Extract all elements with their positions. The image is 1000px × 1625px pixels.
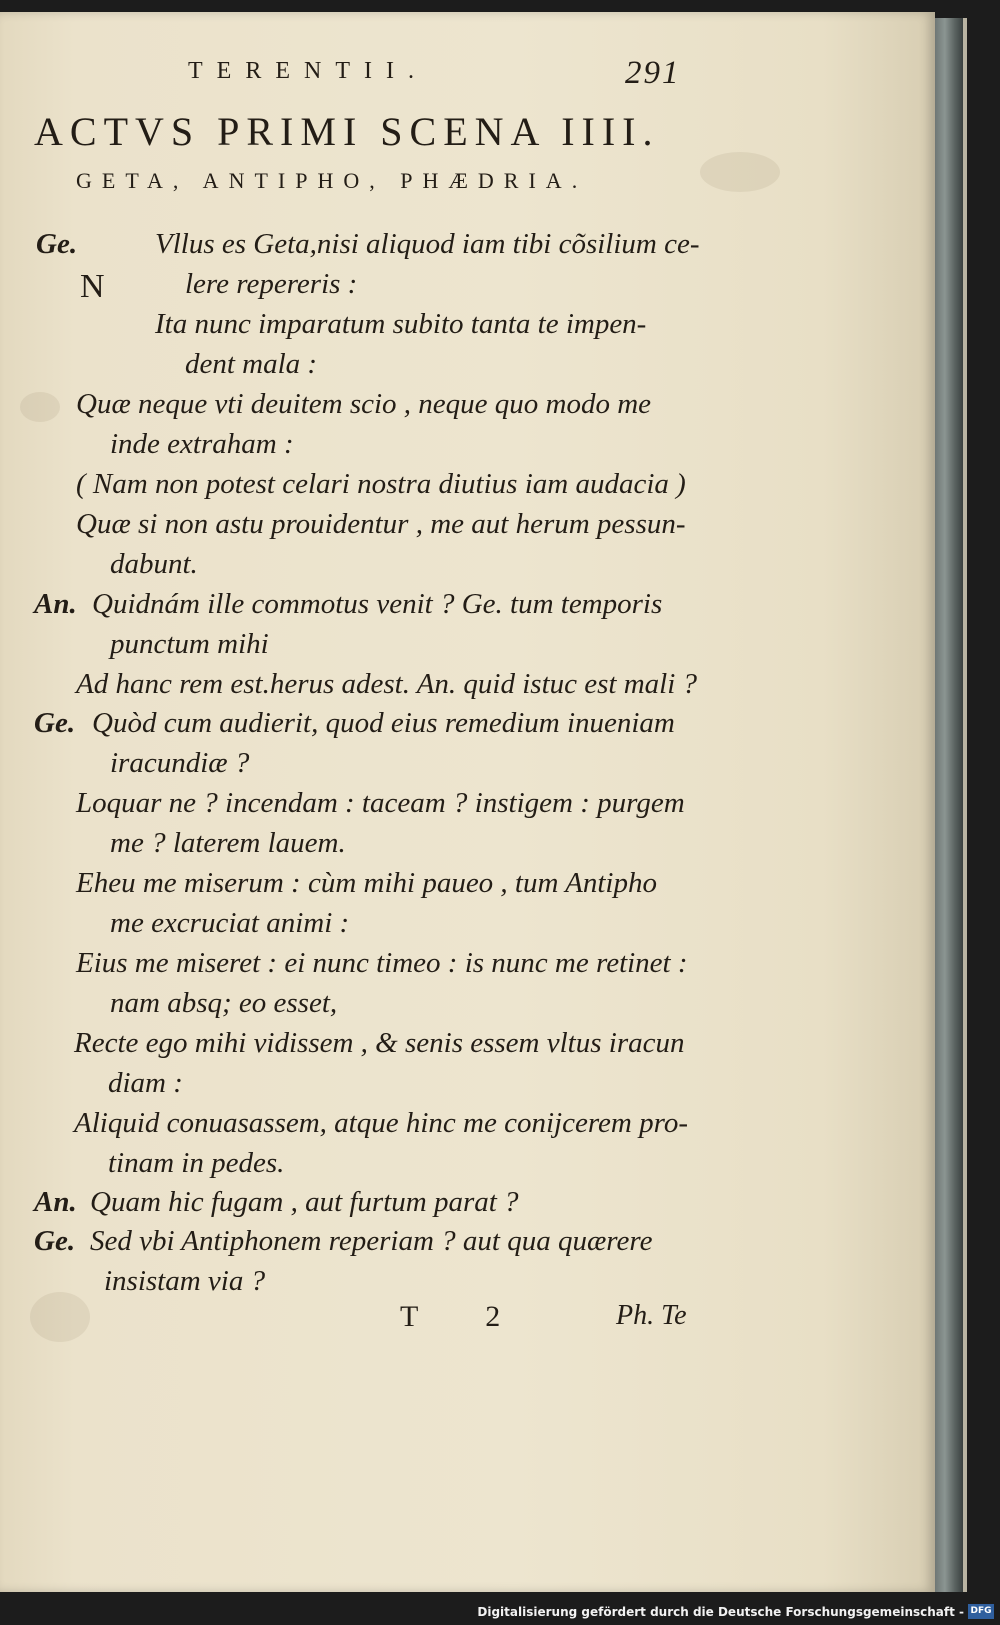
speaker-label: Ge. bbox=[34, 1225, 76, 1257]
verse-line: dabunt. bbox=[110, 548, 198, 580]
verse-line: Eheu me miserum : cùm mihi paueo , tum Antipho bbox=[76, 867, 657, 899]
verse-line: Vllus es Geta,nisi aliquod iam tibi cõsilium ce- bbox=[155, 228, 700, 260]
catchword: Ph. Te bbox=[616, 1300, 687, 1331]
dfg-logo-icon: DFG bbox=[968, 1604, 994, 1619]
scene-persons: GETA, ANTIPHO, PHÆDRIA. bbox=[76, 168, 588, 193]
verse-line: Quam hic fugam , aut furtum parat ? bbox=[90, 1186, 519, 1218]
drop-cap: N bbox=[80, 268, 105, 305]
verse-line: nam absq; eo esset, bbox=[110, 987, 338, 1019]
verse-line: punctum mihi bbox=[110, 628, 269, 660]
speaker-label: Ge. bbox=[36, 228, 78, 260]
verse-line: Quidnám ille commotus venit ? Ge. tum temporis bbox=[92, 588, 663, 620]
speaker-label: An. bbox=[34, 588, 77, 620]
verse-line: tinam in pedes. bbox=[108, 1147, 285, 1179]
verse-line: Ad hanc rem est.herus adest. An. quid istuc est mali ? bbox=[76, 668, 698, 700]
speaker-label: Ge. bbox=[34, 707, 76, 739]
running-head: TERENTII. bbox=[188, 58, 428, 84]
verse-line: Recte ego mihi vidissem , & senis essem vltus iracun bbox=[74, 1027, 685, 1059]
book-edge bbox=[935, 18, 963, 1592]
verse-line: me ? laterem lauem. bbox=[110, 827, 346, 859]
verse-line: ( Nam non potest celari nostra diutius iam audacia ) bbox=[76, 468, 686, 500]
verse-line: Ita nunc imparatum subito tanta te impen- bbox=[155, 308, 647, 340]
verse-line: diam : bbox=[108, 1067, 183, 1099]
verse-line: lere repereris : bbox=[185, 268, 358, 300]
verse-line: inde extraham : bbox=[110, 428, 294, 460]
book-edge-inner bbox=[963, 18, 967, 1592]
verse-line: Sed vbi Antiphonem reperiam ? aut qua quærere bbox=[90, 1225, 653, 1257]
verse-line: me excruciat animi : bbox=[110, 907, 350, 939]
verse-line: insistam via ? bbox=[104, 1265, 266, 1297]
verse-line: dent mala : bbox=[185, 348, 318, 380]
page-number: 291 bbox=[625, 55, 681, 91]
verse-line: Quæ si non astu prouidentur , me aut herum pessun- bbox=[76, 508, 686, 540]
speaker-label: An. bbox=[34, 1186, 77, 1218]
verse-line: Eius me miseret : ei nunc timeo : is nunc me retinet : bbox=[76, 947, 688, 979]
credit-text: Digitalisierung gefördert durch die Deutsche Forschungsgemeinschaft - bbox=[477, 1605, 964, 1619]
verse-line: Loquar ne ? incendam : taceam ? instigem : purgem bbox=[76, 787, 685, 819]
act-title: ACTVS PRIMI SCENA IIII. bbox=[34, 109, 660, 154]
signature-mark: T 2 bbox=[400, 1300, 531, 1333]
verse-line: iracundiæ ? bbox=[110, 747, 250, 779]
verse-line: Quòd cum audierit, quod eius remedium inueniam bbox=[92, 707, 675, 739]
verse-line: Quæ neque vti deuitem scio , neque quo modo me bbox=[76, 388, 652, 420]
verse-line: Aliquid conuasassem, atque hinc me conijcerem pro- bbox=[74, 1107, 688, 1139]
